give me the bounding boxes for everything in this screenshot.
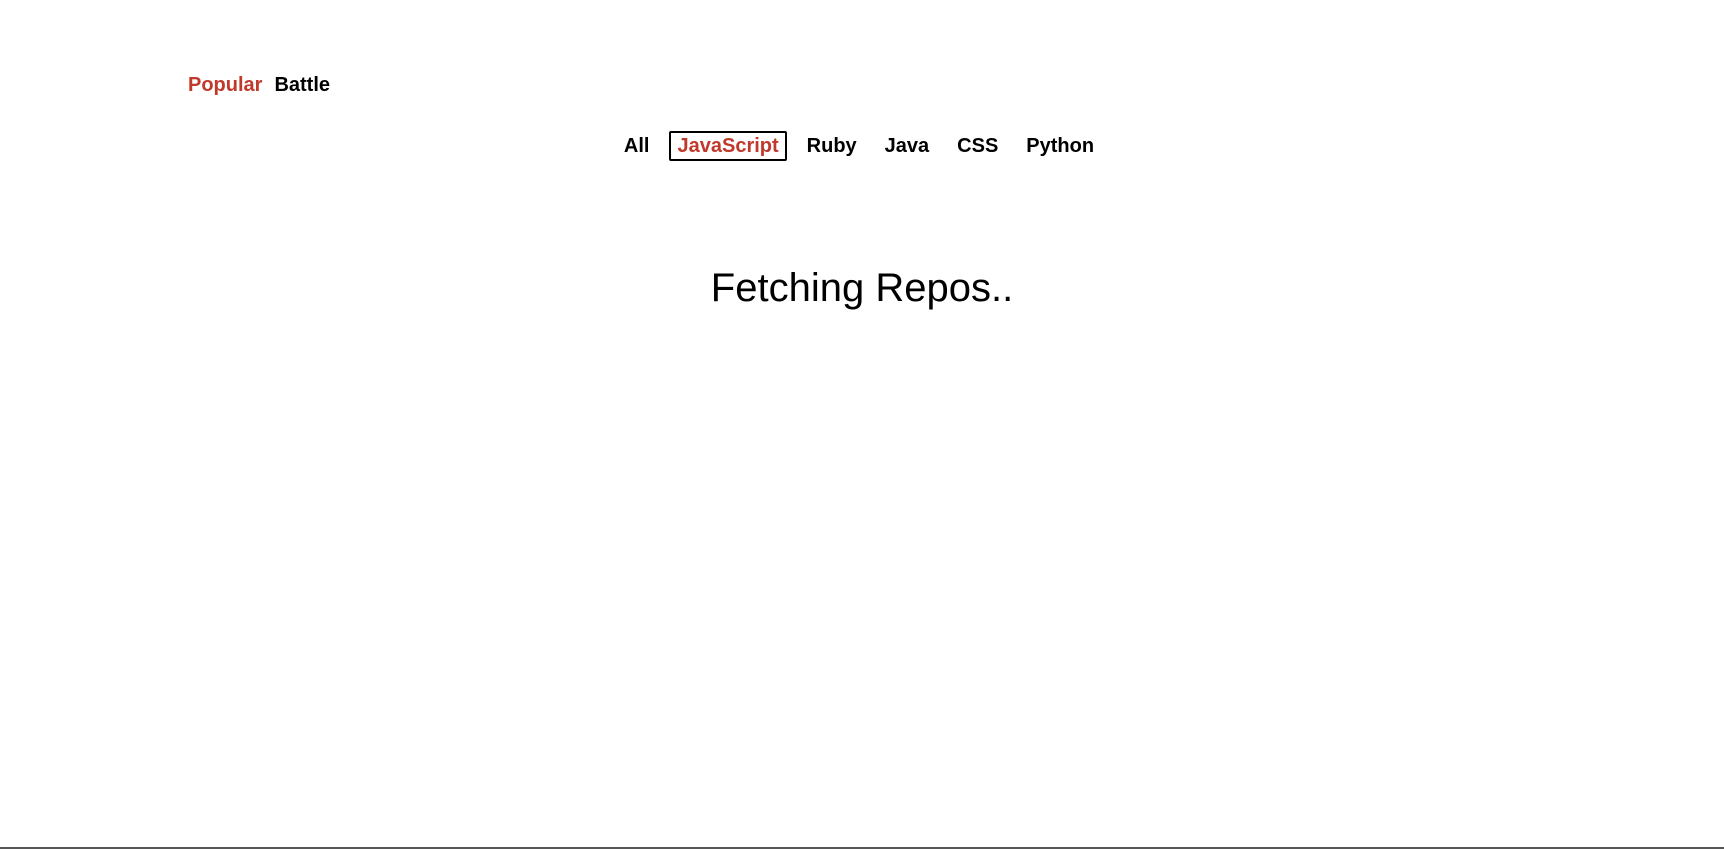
loading-message: Fetching Repos.. <box>710 266 1014 310</box>
language-ruby[interactable]: Ruby <box>806 135 857 157</box>
language-java[interactable]: Java <box>884 135 930 157</box>
language-python[interactable]: Python <box>1026 135 1095 157</box>
language-all[interactable]: All <box>623 135 650 157</box>
nav-battle-link[interactable]: Battle <box>274 74 331 96</box>
language-css[interactable]: CSS <box>957 135 999 157</box>
top-nav <box>188 72 330 98</box>
language-selector <box>0 131 1724 161</box>
nav-popular-link[interactable]: Popular <box>188 74 263 96</box>
language-javascript[interactable]: JavaScript <box>669 131 786 161</box>
